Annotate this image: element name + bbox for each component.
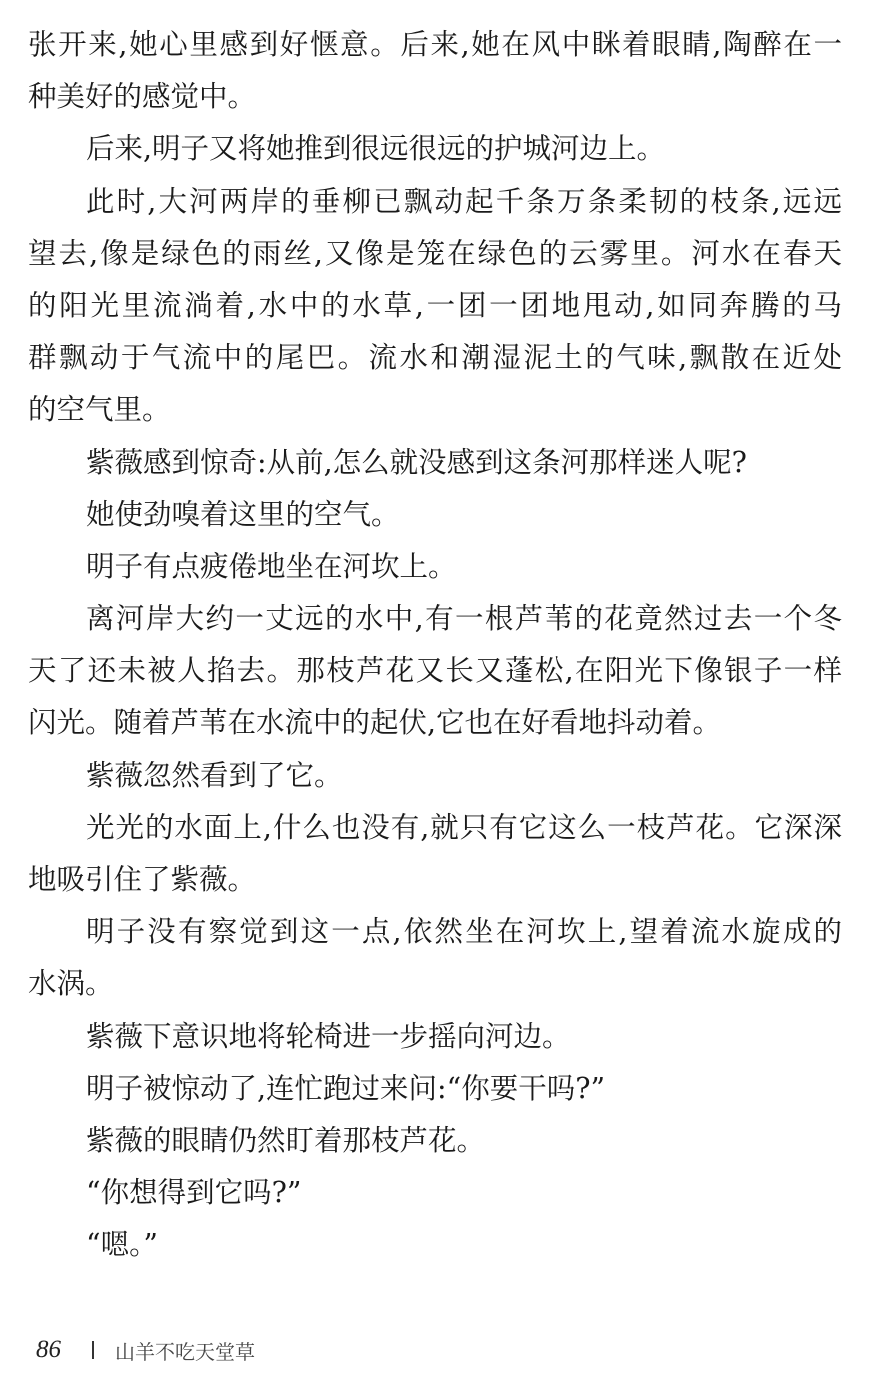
page-footer (36, 1330, 255, 1370)
text-line: 此时,大河两岸的垂柳已飘动起千条万条柔韧的枝条,远远 (86, 184, 842, 218)
text-line: 的阳光里流淌着,水中的水草,一团一团地甩动,如同奔腾的马 (28, 288, 842, 322)
text-line: 她使劲嗅着这里的空气。 (86, 497, 400, 531)
text-line: 离河岸大约一丈远的水中,有一根芦苇的花竟然过去一个冬 (86, 602, 842, 636)
text-line: 闪光。随着芦苇在水流中的起伏,它也在好看地抖动着。 (28, 706, 722, 740)
footer-divider (92, 1341, 94, 1359)
body-text (28, 19, 842, 1272)
text-line: 紫薇的眼睛仍然盯着那枝芦花。 (86, 1123, 486, 1157)
text-line: 紫薇忽然看到了它。 (86, 758, 343, 792)
text-line: 明子没有察觉到这一点,依然坐在河坎上,望着流水旋成的 (86, 915, 842, 949)
text-line: 明子被惊动了,连忙跑过来问:“你要干吗?” (86, 1071, 606, 1105)
text-line: 的空气里。 (28, 393, 171, 427)
text-line: 光光的水面上,什么也没有,就只有它这么一枝芦花。它深深 (86, 810, 842, 844)
text-line: 紫薇下意识地将轮椅进一步摇向河边。 (86, 1019, 571, 1053)
text-line: 水涡。 (28, 967, 114, 1001)
text-line: 天了还未被人掐去。那枝芦花又长又蓬松,在阳光下像银子一样 (28, 654, 842, 688)
text-line: 望去,像是绿色的雨丝,又像是笼在绿色的云雾里。河水在春天 (28, 236, 842, 270)
text-line: 种美好的感觉中。 (28, 80, 257, 114)
page-number: 86 (36, 1336, 61, 1363)
text-line: “你想得到它吗?” (86, 1176, 302, 1210)
text-line: 后来,明子又将她推到很远很远的护城河边上。 (86, 132, 666, 166)
text-line: 紫薇感到惊奇:从前,怎么就没感到这条河那样迷人呢? (86, 445, 747, 479)
text-line: “嗯。” (86, 1228, 158, 1262)
text-line: 明子有点疲倦地坐在河坎上。 (86, 549, 457, 583)
text-line: 张开来,她心里感到好惬意。后来,她在风中眯着眼睛,陶醉在一 (28, 28, 842, 61)
text-line: 群飘动于气流中的尾巴。流水和潮湿泥土的气味,飘散在近处 (28, 341, 842, 375)
text-line: 地吸引住了紫薇。 (28, 863, 257, 896)
book-title: 山羊不吃天堂草 (115, 1339, 255, 1364)
